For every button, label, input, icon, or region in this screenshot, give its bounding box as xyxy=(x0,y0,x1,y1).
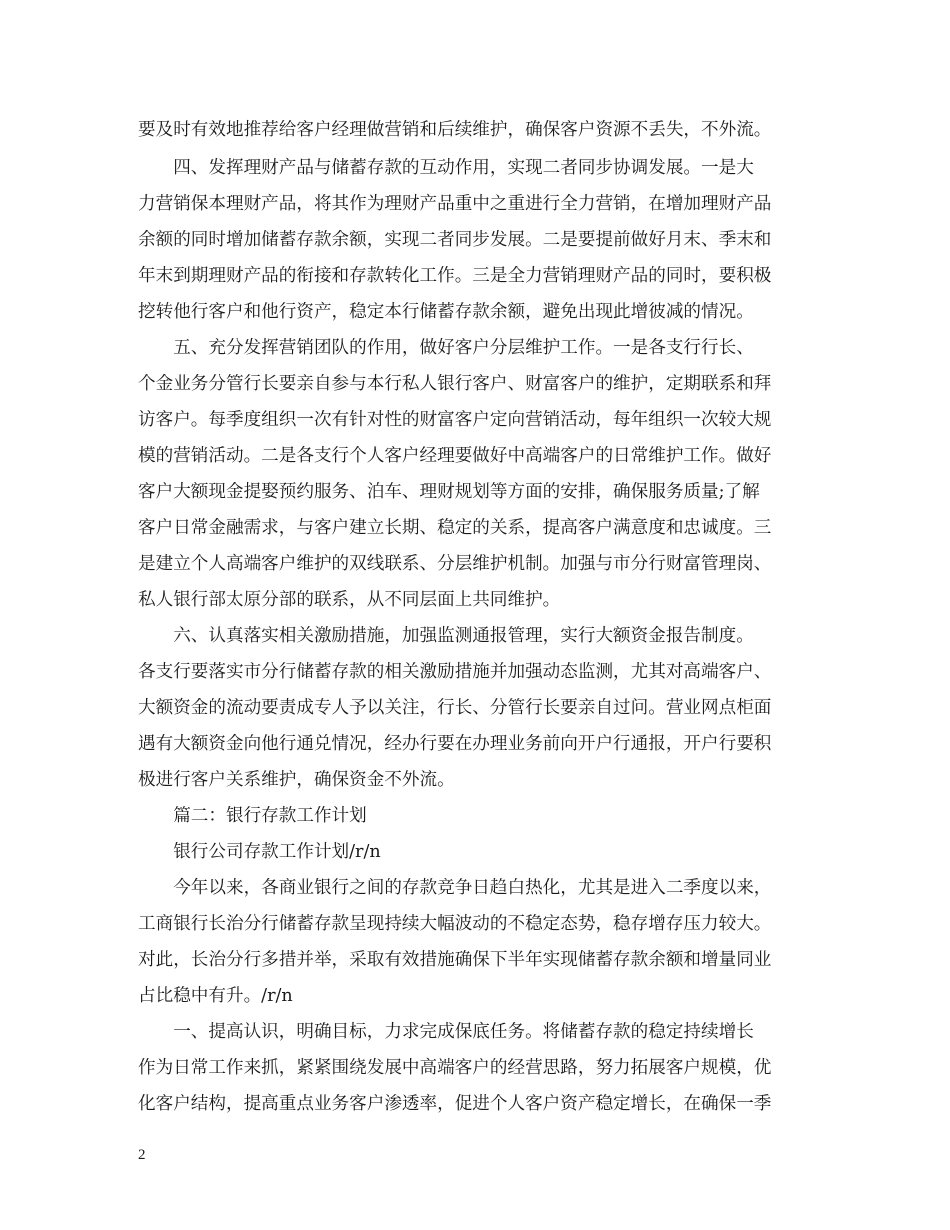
text-line: 极进行客户关系维护，确保资金不外流。 xyxy=(138,770,455,790)
text-line: 客户日常金融需求，与客户建立长期、稳定的关系，提高客户满意度和忠诚度。三 xyxy=(138,518,772,538)
text-line: 今年以来，各商业银行之间的存款竞争日趋白热化，尤其是进入二季度以来， xyxy=(138,878,772,898)
text-line: 要及时有效地推荐给客户经理做营销和后续维护，确保客户资源不丢失，不外流。 xyxy=(138,120,772,140)
text-line: 是建立个人高端客户维护的双线联系、分层维护机制。加强与市分行财富管理岗、 xyxy=(138,554,772,574)
text-line: 个金业务分管行长要亲自参与本行私人银行客户、财富客户的维护，定期联系和拜 xyxy=(138,374,772,394)
text-line: 各支行要落实市分行储蓄存款的相关激励措施并加强动态监测，尤其对高端客户、 xyxy=(138,662,772,682)
text-line: 化客户结构，提高重点业务客户渗透率，促进个人客户资产稳定增长，在确保一季 xyxy=(138,1094,772,1114)
text-line: 作为日常工作来抓，紧紧围绕发展中高端客户的经营思路，努力拓展客户规模，优 xyxy=(138,1058,772,1078)
text-line: 年末到期理财产品的衔接和存款转化工作。三是全力营销理财产品的同时，要积极 xyxy=(138,266,772,286)
text-line: 工商银行长治分行储蓄存款呈现持续大幅波动的不稳定态势，稳存增存压力较大。 xyxy=(138,914,772,934)
text-line: 占比稳中有升。/r/n xyxy=(138,986,293,1006)
text-line: 银行公司存款工作计划/r/n xyxy=(138,842,381,862)
page-number: 2 xyxy=(138,1147,146,1163)
text-line: 余额的同时增加储蓄存款余额，实现二者同步发展。二是要提前做好月末、季末和 xyxy=(138,230,772,250)
section-heading: 篇二：银行存款工作计划 xyxy=(138,806,367,826)
text-line: 力营销保本理财产品，将其作为理财产品重中之重进行全力营销，在增加理财产品 xyxy=(138,194,772,214)
text-line: 六、认真落实相关激励措施，加强监测通报管理，实行大额资金报告制度。 xyxy=(138,626,754,646)
text-line: 一、提高认识，明确目标，力求完成保底任务。将储蓄存款的稳定持续增长 xyxy=(138,1022,754,1042)
text-line: 对此，长治分行多措并举，采取有效措施确保下半年实现储蓄存款余额和增量同业 xyxy=(138,950,772,970)
text-line: 私人银行部太原分部的联系，从不同层面上共同维护。 xyxy=(138,590,561,610)
text-line: 客户大额现金提娶预约服务、泊车、理财规划等方面的安排，确保服务质量;了解 xyxy=(138,482,760,502)
text-line: 大额资金的流动要责成专人予以关注，行长、分管行长要亲自过问。营业网点柜面 xyxy=(138,698,772,718)
text-line: 四、发挥理财产品与储蓄存款的互动作用，实现二者同步协调发展。一是大 xyxy=(138,158,754,178)
text-line: 遇有大额资金向他行通兑情况，经办行要在办理业务前向开户行通报，开户行要积 xyxy=(138,734,772,754)
text-line: 挖转他行客户和他行资产，稳定本行储蓄存款余额，避免出现此增彼减的情况。 xyxy=(138,302,754,322)
text-line: 模的营销活动。二是各支行个人客户经理要做好中高端客户的日常维护工作。做好 xyxy=(138,446,772,466)
text-line: 访客户。每季度组织一次有针对性的财富客户定向营销活动，每年组织一次较大规 xyxy=(138,410,772,430)
text-line: 五、充分发挥营销团队的作用，做好客户分层维护工作。一是各支行行长、 xyxy=(138,338,754,358)
